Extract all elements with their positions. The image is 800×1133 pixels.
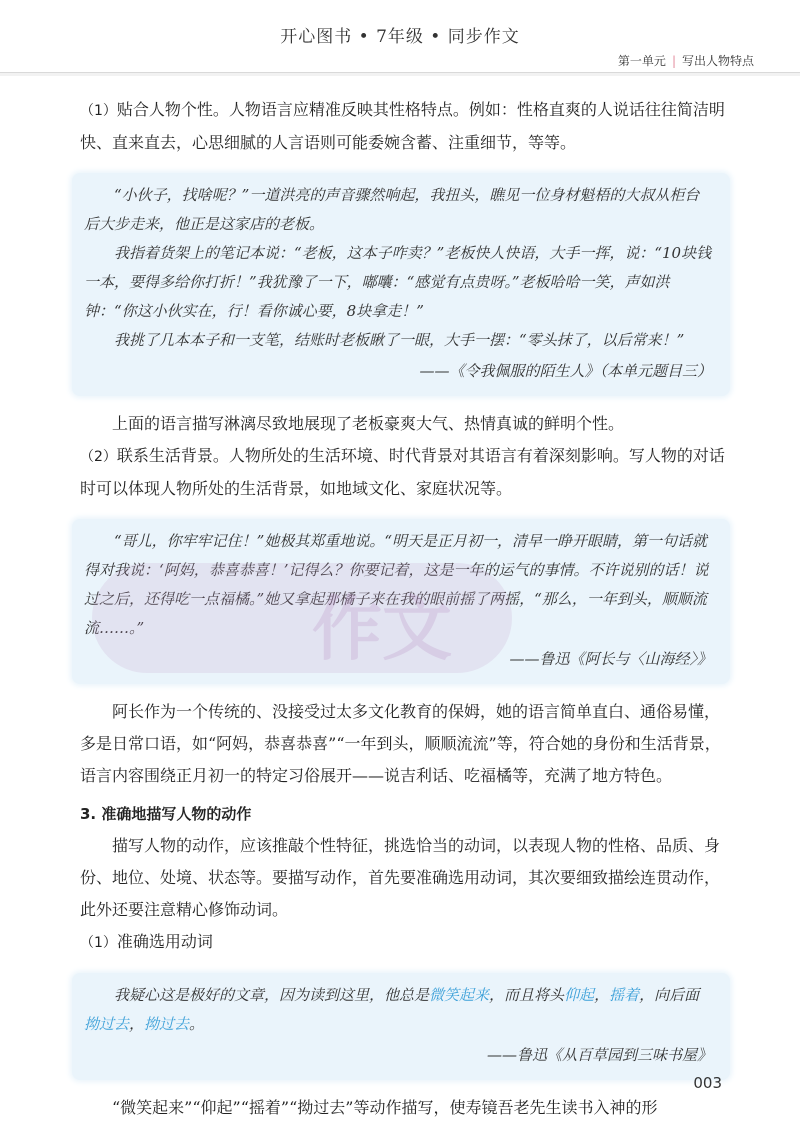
paragraph-3	[80, 440, 730, 505]
paragraph-text: 准确选用动词	[116, 932, 213, 951]
quote-1-para-2: 我指着货架上的笔记本说：“老板，这本子咋卖？”老板快人快语，大手一挥，说：“10块钱一本，要得多给你打折！”我犹豫了一下，嘟囔：“感觉有点贵呀。”老板哈哈一笑，声如洪钟：“你这小伙实在，行！看你诚心要，8块拿走！”	[84, 244, 712, 320]
quote-text: 我疑心这是极好的文章，因为读到这里，他总是	[114, 986, 430, 1004]
paragraph-6	[80, 926, 730, 959]
quote-box-3	[72, 973, 730, 1080]
page-header-title: 开心图书 • 7年级 • 同步作文	[280, 27, 520, 47]
quote-2-para-1: “哥儿，你牢牢记住！”她极其郑重地说。“明天是正月初一，清早一睁开眼睛，第一句话就得对我说：‘阿妈，恭喜恭喜！’记得么？你要记着，这是一年的运气的事情。不许说别的话！说过之后，还得吃一点福橘。”她又拿起那橘子来在我的眼前摇了两摇，“那么，一年到头，顺顺流流……。”	[84, 532, 709, 637]
highlight-verb: 拗过去	[144, 1015, 190, 1033]
highlight-verb: 仰起	[564, 986, 595, 1004]
page-number: 003	[693, 1074, 722, 1092]
paragraph-text: 贴合人物个性。人物语言应精准反映其性格特点。例如：性格直爽的人说话往往简洁明快、直来直去，心思细腻的人言语则可能委婉含蓄、注重细节，等等。	[80, 100, 725, 152]
paragraph-2: 上面的语言描写淋漓尽致地展现了老板豪爽大气、热情真诚的鲜明个性。	[112, 414, 625, 433]
quote-text: 。	[189, 1015, 205, 1033]
section-tag	[618, 52, 754, 69]
item-number: （1）	[80, 103, 117, 119]
paragraph-5: 描写人物的动作，应该推敲个性特征，挑选恰当的动词，以表现人物的性格、品质、身份、地位、处境、状态等。要描写动作，首先要准确选用动词，其次要细致描绘连贯动作，此外还要注意精心修饰动词。	[80, 836, 721, 919]
highlight-verb: 拗过去	[84, 1015, 130, 1033]
quote-text: ，而且将头	[489, 986, 565, 1004]
quote-1-para-1: “小伙子，找啥呢？”一道洪亮的声音骤然响起，我扭头，瞧见一位身材魁梧的大叔从柜台后大步走来，他正是这家店的老板。	[84, 186, 700, 233]
page-content	[80, 94, 730, 1124]
section-label: 写出人物特点	[681, 54, 754, 68]
quote-text: ，	[129, 1015, 145, 1033]
separator: |	[671, 54, 676, 68]
quote-3-para-1	[84, 981, 712, 1039]
quote-3-source: ——鲁迅《从百草园到三味书屋》	[486, 1046, 712, 1064]
paragraph-4: 阿长作为一个传统的、没接受过太多文化教育的保姆，她的语言简单直白、通俗易懂，多是日常口语，如“阿妈，恭喜恭喜”“一年到头，顺顺流流”等，符合她的身份和生活背景，语言内容围绕正月初一的特定习俗展开——说吉利话、吃福橘等，充满了地方特色。	[80, 702, 721, 785]
paragraph-1	[80, 94, 730, 159]
paragraph-text: 联系生活背景。人物所处的生活环境、时代背景对其语言有着深刻影响。写人物的对话时可以体现人物所处的生活背景，如地域文化、家庭状况等。	[80, 446, 725, 498]
quote-box-1	[72, 173, 730, 396]
paragraph-7: “微笑起来”“仰起”“摇着”“拗过去”等动作描写，使寿镜吾老先生读书入神的形	[112, 1098, 658, 1117]
highlight-verb: 摇着	[609, 986, 640, 1004]
quote-text: ，	[594, 986, 610, 1004]
item-number: （2）	[80, 449, 117, 465]
quote-box-2	[72, 519, 730, 684]
quote-1-source: ——《令我佩服的陌生人》（本单元题目三）	[419, 362, 712, 380]
item-number: （1）	[80, 935, 117, 951]
unit-label: 第一单元	[617, 54, 666, 68]
highlight-verb: 微笑起来	[429, 986, 490, 1004]
header-rule	[0, 72, 800, 76]
section-heading: 3. 准确地描写人物的动作	[80, 805, 252, 823]
quote-1-para-3: 我挑了几本本子和一支笔，结账时老板瞅了一眼，大手一摆：“零头抹了，以后常来！”	[114, 331, 685, 349]
watermark-text: 作文	[312, 588, 452, 670]
quote-2-source: ——鲁迅《阿长与〈山海经〉》	[509, 650, 712, 668]
quote-text: ，向后面	[639, 986, 700, 1004]
